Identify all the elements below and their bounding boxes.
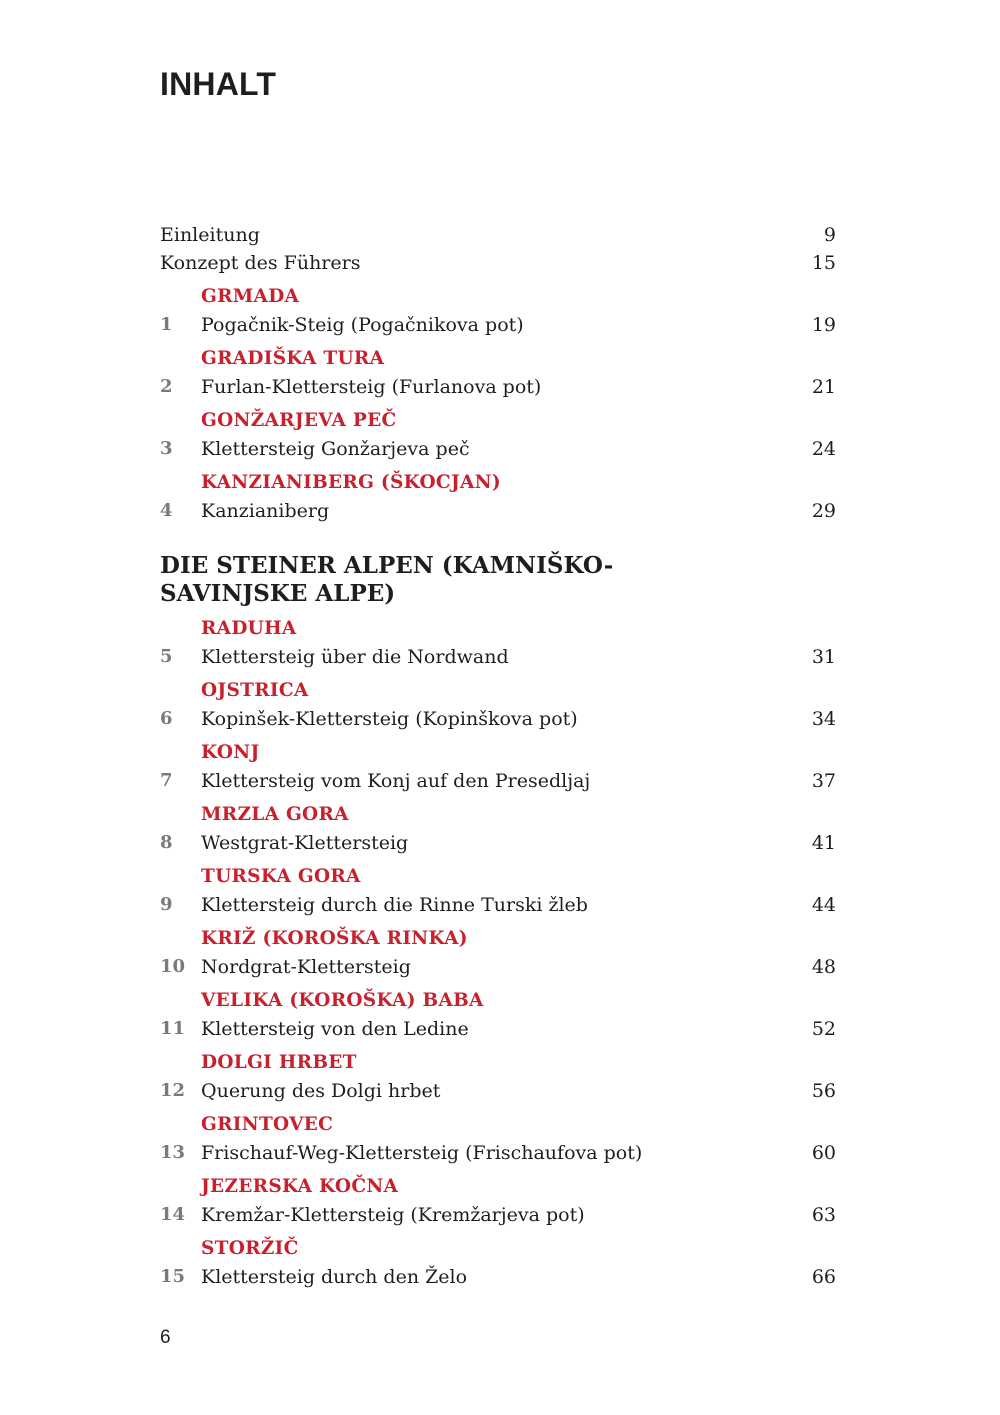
route-page: 31 — [811, 646, 836, 668]
route-title: Kremžar-Klettersteig (Kremžarjeva pot) — [201, 1204, 585, 1226]
toc-row[interactable] — [160, 891, 836, 919]
peak-name: KONJ — [201, 742, 260, 763]
section-heading — [160, 552, 760, 608]
toc-row[interactable] — [160, 829, 836, 857]
route-title: Nordgrat-Klettersteig — [201, 956, 411, 978]
route-title: Kopinšek-Klettersteig (Kopinškova pot) — [201, 708, 578, 730]
section-heading-line2: SAVINJSKE ALPE) — [160, 580, 396, 607]
toc-entry-title: Einleitung — [160, 224, 260, 246]
toc-entry — [160, 615, 836, 671]
route-number: 2 — [160, 376, 173, 397]
peak-name: GRINTOVEC — [201, 1114, 334, 1135]
route-page: 44 — [811, 894, 836, 916]
route-page: 41 — [811, 832, 836, 854]
toc-entry-page: 15 — [811, 252, 836, 274]
route-title: Pogačnik-Steig (Pogačnikova pot) — [201, 314, 524, 336]
route-title: Westgrat-Klettersteig — [201, 832, 409, 854]
toc-row[interactable] — [160, 1263, 836, 1291]
peak-name: KANZIANIBERG (ŠKOCJAN) — [201, 472, 501, 493]
toc-entry — [160, 739, 836, 795]
page-title: INHALT — [160, 66, 277, 102]
peak-name: STORŽIČ — [201, 1238, 299, 1259]
route-number: 15 — [160, 1266, 186, 1287]
route-title: Klettersteig von den Ledine — [201, 1018, 469, 1040]
route-number: 8 — [160, 832, 173, 853]
route-title: Klettersteig durch die Rinne Turski žleb — [201, 894, 588, 916]
route-number: 5 — [160, 646, 173, 667]
toc-row-konzept[interactable] — [160, 249, 836, 277]
toc-entry-page: 9 — [823, 224, 836, 246]
route-page: 29 — [811, 500, 836, 522]
route-number: 14 — [160, 1204, 186, 1225]
route-page: 52 — [811, 1018, 836, 1040]
toc-row[interactable] — [160, 1077, 836, 1105]
route-number: 6 — [160, 708, 173, 729]
peak-name: RADUHA — [201, 618, 297, 639]
peak-name: GONŽARJEVA PEČ — [201, 410, 397, 431]
route-number: 9 — [160, 894, 173, 915]
route-number: 10 — [160, 956, 186, 977]
route-title: Querung des Dolgi hrbet — [201, 1080, 441, 1102]
toc-entry — [160, 283, 836, 339]
toc-row[interactable] — [160, 435, 836, 463]
toc-entry — [160, 1235, 836, 1291]
toc-group-steiner-alpen — [160, 615, 836, 1291]
section-heading-line1: DIE STEINER ALPEN (KAMNIŠKO- — [160, 552, 614, 579]
route-number: 3 — [160, 438, 173, 459]
toc-entry — [160, 801, 836, 857]
toc-entry — [160, 345, 836, 401]
route-page: 34 — [811, 708, 836, 730]
route-page: 60 — [811, 1142, 836, 1164]
toc-entry — [160, 1049, 836, 1105]
route-page: 24 — [811, 438, 836, 460]
route-title: Kanzianiberg — [201, 500, 330, 522]
toc-row[interactable] — [160, 643, 836, 671]
toc-entry-title: Konzept des Führers — [160, 252, 361, 274]
peak-name: DOLGI HRBET — [201, 1052, 357, 1073]
route-page: 37 — [811, 770, 836, 792]
toc-entry — [160, 987, 836, 1043]
toc-entry — [160, 925, 836, 981]
toc-intro — [160, 221, 836, 277]
toc-entry — [160, 407, 836, 463]
route-number: 13 — [160, 1142, 186, 1163]
route-number: 4 — [160, 500, 173, 521]
route-page: 63 — [811, 1204, 836, 1226]
route-title: Klettersteig Gonžarjeva peč — [201, 438, 470, 460]
route-number: 12 — [160, 1080, 186, 1101]
peak-name: KRIŽ (KOROŠKA RINKA) — [201, 928, 468, 949]
toc-row[interactable] — [160, 1201, 836, 1229]
route-title: Klettersteig vom Konj auf den Presedljaj — [201, 770, 591, 792]
route-page: 66 — [811, 1266, 836, 1288]
peak-name: OJSTRICA — [201, 680, 309, 701]
route-page: 48 — [811, 956, 836, 978]
toc-row[interactable] — [160, 497, 836, 525]
toc-row[interactable] — [160, 1015, 836, 1043]
page-number: 6 — [160, 1327, 171, 1348]
route-number: 7 — [160, 770, 173, 791]
toc-entry — [160, 469, 836, 525]
route-number: 1 — [160, 314, 173, 335]
route-title: Furlan-Klettersteig (Furlanova pot) — [201, 376, 542, 398]
toc-group-karawanken — [160, 283, 836, 525]
peak-name: TURSKA GORA — [201, 866, 361, 887]
toc-row[interactable] — [160, 311, 836, 339]
toc-entry — [160, 1173, 836, 1229]
peak-name: MRZLA GORA — [201, 804, 349, 825]
route-title: Klettersteig über die Nordwand — [201, 646, 509, 668]
peak-name: JEZERSKA KOČNA — [201, 1176, 399, 1197]
toc-entry — [160, 677, 836, 733]
peak-name: VELIKA (KOROŠKA) BABA — [201, 990, 484, 1011]
toc-row[interactable] — [160, 705, 836, 733]
route-page: 56 — [811, 1080, 836, 1102]
route-page: 19 — [811, 314, 836, 336]
toc-entry — [160, 1111, 836, 1167]
route-title: Klettersteig durch den Želo — [201, 1266, 468, 1288]
toc-row[interactable] — [160, 953, 836, 981]
toc-row[interactable] — [160, 1139, 836, 1167]
peak-name: GRMADA — [201, 286, 300, 307]
route-page: 21 — [811, 376, 836, 398]
toc-row-einleitung[interactable] — [160, 221, 836, 249]
toc-entry — [160, 863, 836, 919]
peak-name: GRADIŠKA TURA — [201, 348, 385, 369]
toc-row[interactable] — [160, 373, 836, 401]
route-title: Frischauf-Weg-Klettersteig (Frischaufova pot) — [201, 1142, 643, 1164]
toc-row[interactable] — [160, 767, 836, 795]
route-number: 11 — [160, 1018, 186, 1039]
